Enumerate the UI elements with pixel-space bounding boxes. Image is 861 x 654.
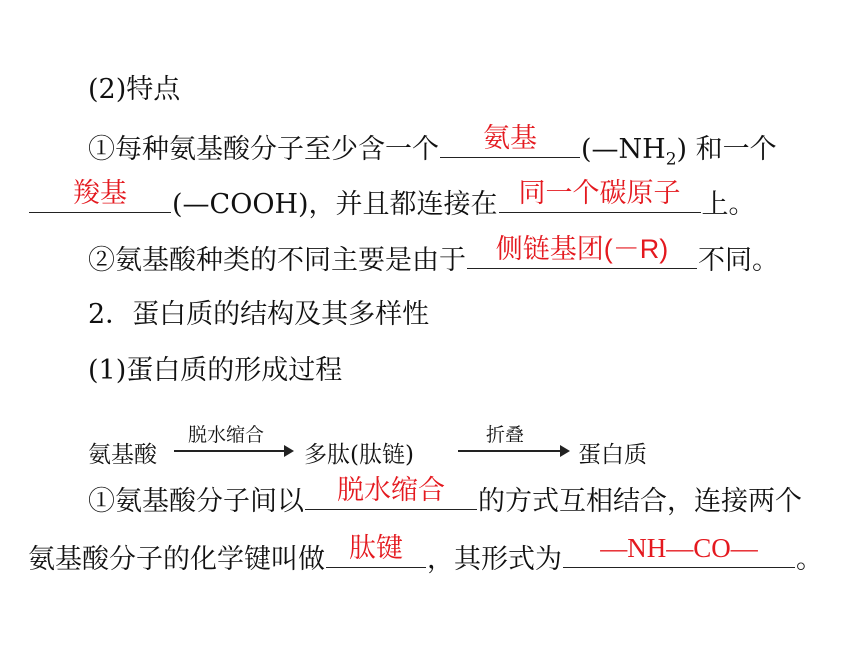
paragraph-peptide-bond: 氨基酸分子的化学键叫做 肽键 ，其形式为 —NH—CO— 。: [28, 533, 823, 575]
flow-arrow-1: [174, 450, 292, 452]
answer-r-group: 侧链基团(－R): [495, 234, 669, 264]
flow-node-polypeptide: 多肽(肽链): [304, 442, 414, 468]
answer-carbon: 同一个碳原子: [518, 178, 681, 208]
flow-arrow-label-folding: 折叠: [486, 424, 525, 446]
answer-amino: 氨基: [483, 123, 537, 153]
answer-blank-r-group: [467, 234, 697, 269]
heading-features: (2)特点: [88, 74, 181, 105]
answer-blank-bond-form: [563, 533, 795, 568]
paragraph-amino-groups: ①每种氨基酸分子至少含一个 氨基 $(—NH_2)$ 和一个: [88, 123, 777, 170]
answer-condensation: 脱水缩合: [337, 475, 445, 505]
answer-peptide-bond: 肽键: [349, 533, 403, 563]
answer-blank-carboxyl: [29, 178, 171, 213]
flow-node-amino-acid: 氨基酸: [88, 442, 157, 468]
section-heading-protein: 2．蛋白质的结构及其多样性: [88, 299, 430, 330]
paragraph-condensation: ①氨基酸分子间以 脱水缩合 的方式互相结合，连接两个: [88, 475, 802, 517]
flow-arrow-2: [458, 450, 568, 452]
answer-blank-peptide-bond: [326, 533, 426, 568]
answer-blank-amino: [440, 123, 580, 158]
paragraph-carboxyl: 羧基 (—COOH)，并且都连接在 同一个碳原子 上。: [28, 186, 756, 222]
answer-blank-condensation: [305, 475, 477, 510]
flow-node-protein: 蛋白质: [578, 442, 647, 468]
answer-blank-carbon: [499, 178, 701, 213]
subheading-formation: (1)蛋白质的形成过程: [88, 355, 343, 386]
paragraph-side-chain: ②氨基酸种类的不同主要是由于 侧链基团(－R) 不同。: [88, 234, 779, 276]
flow-arrow-label-dehydration: 脱水缩合: [188, 424, 265, 446]
answer-carboxyl: 羧基: [73, 178, 127, 208]
answer-bond-form: —NH—CO—: [600, 533, 758, 563]
